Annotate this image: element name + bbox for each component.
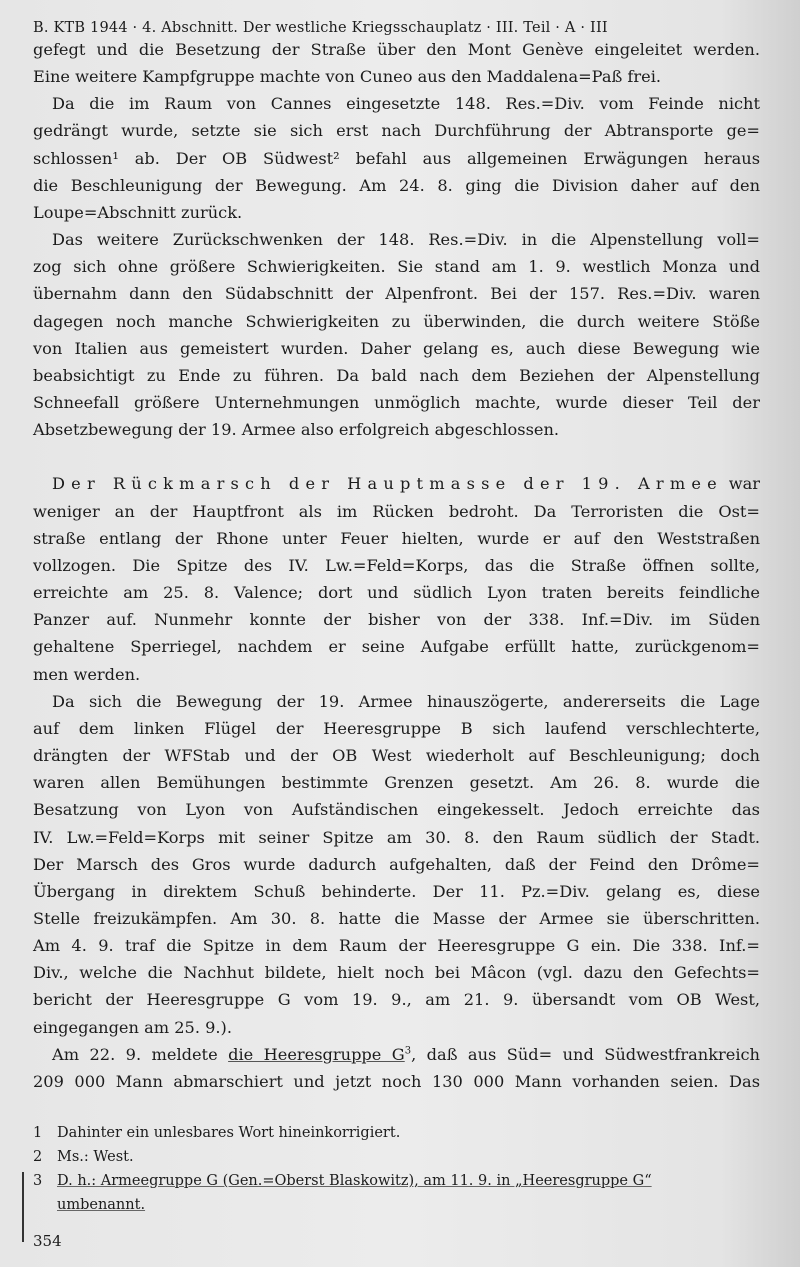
text-line: men werden. [33, 664, 141, 684]
text-line: Übergang in direktem Schuß behinderte. Der 11. Pz.=Div. gelang es, diese [33, 881, 760, 901]
text-line: Da sich die Bewegung der 19. Armee hinauszögerte, andererseits die Lage [52, 691, 760, 711]
page-number: 354 [33, 1232, 62, 1250]
text-line [33, 470, 760, 497]
text-line: bericht der Heeresgruppe G vom 19. 9., am 21. 9. übersandt vom OB West, [33, 990, 760, 1010]
paragraph-3 [33, 226, 760, 443]
text-line: schlossen¹ ab. Der OB Südwest² befahl aus allgemeinen Erwägungen heraus [33, 148, 760, 168]
body-text [33, 36, 760, 1095]
text-line: Eine weitere Kampfgruppe machte von Cuneo aus den Maddalena=Paß frei. [33, 67, 662, 87]
text-line: die Beschleunigung der Bewegung. Am 24. 8. ging die Division daher auf den [33, 175, 760, 195]
text-line: vollzogen. Die Spitze des IV. Lw.=Feld=Korps, das die Straße öffnen sollte, [33, 555, 760, 575]
text-line: Panzer auf. Nunmehr konnte der bisher von der 338. Inf.=Div. im Süden [33, 610, 760, 630]
text-line: drängten der WFStab und der OB West wiederholt auf Beschleunigung; doch [33, 746, 760, 766]
paragraph-2 [33, 90, 760, 226]
footnote-3 [33, 1169, 652, 1217]
text-fragment: war [728, 474, 760, 494]
spaced-heading-text: Der Rückmarsch der Hauptmasse der 19. Armee [52, 474, 723, 494]
text-line: Da die im Raum von Cannes eingesetzte 148. Res.=Div. vom Feinde nicht [52, 94, 760, 114]
margin-mark [22, 1172, 24, 1242]
text-line: übernahm dann den Südabschnitt der Alpenfront. Bei der 157. Res.=Div. waren [33, 284, 760, 304]
footnote-text: D. h.: Armeegruppe G (Gen.=Oberst Blaskowitz), am 11. 9. in „Heeresgruppe G“ [57, 1173, 652, 1189]
text-line: auf dem linken Flügel der Heeresgruppe B sich laufend verschlechterte, [33, 718, 760, 738]
text-line: Am 4. 9. traf die Spitze in dem Raum der Heeresgruppe G ein. Die 338. Inf.= [33, 936, 760, 956]
text-line: weniger an der Hauptfront als im Rücken bedroht. Da Terroristen die Ost= [33, 501, 760, 521]
footnote-1 [33, 1121, 400, 1145]
footnote-number: 2 [33, 1149, 43, 1165]
text-line: IV. Lw.=Feld=Korps mit seiner Spitze am 30. 8. den Raum südlich der Stadt. [33, 827, 760, 847]
text-line: Absetzbewegung der 19. Armee also erfolgreich abgeschlossen. [33, 420, 560, 440]
text-line: waren allen Bemühungen bestimmte Grenzen gesetzt. Am 26. 8. wurde die [33, 773, 760, 793]
footnote-ref: 3 [404, 1045, 412, 1057]
paragraph-6 [33, 1041, 760, 1095]
text-line: straße entlang der Rhone unter Feuer hielten, wurde er auf den Weststraßen [33, 528, 760, 548]
running-header: B. KTB 1944 · 4. Abschnitt. Der westliche Kriegsschauplatz · III. Teil · A · III [33, 20, 608, 36]
text-line: Besatzung von Lyon von Aufständischen eingekesselt. Jedoch erreichte das [33, 800, 760, 820]
text-line: Schneefall größere Unternehmungen unmöglich machte, wurde dieser Teil der [33, 393, 760, 413]
footnote-number: 1 [33, 1125, 43, 1141]
text-line: gefegt und die Besetzung der Straße über den Mont Genève eingeleitet werden. [33, 40, 760, 59]
footnote-number: 3 [33, 1173, 43, 1189]
footnote-2 [33, 1145, 134, 1169]
paragraph-1 [33, 36, 760, 90]
footnote-text: umbenannt. [57, 1197, 146, 1213]
text-fragment: Am 22. 9. meldete [52, 1044, 218, 1064]
text-line: Das weitere Zurückschwenken der 148. Res.=Div. in die Alpenstellung voll= [52, 230, 760, 250]
text-line: Der Marsch des Gros wurde dadurch aufgehalten, daß der Feind den Drôme= [33, 854, 760, 874]
text-line: gehaltene Sperriegel, nachdem er seine Aufgabe erfüllt hatte, zurückgenom= [33, 637, 760, 657]
text-line: von Italien aus gemeistert wurden. Daher gelang es, auch diese Bewegung wie [33, 338, 760, 358]
text-line: beabsichtigt zu Ende zu führen. Da bald nach dem Beziehen der Alpenstellung [33, 365, 760, 385]
text-line: eingegangen am 25. 9.). [33, 1017, 233, 1037]
text-line: 209 000 Mann abmarschiert und jetzt noch 130 000 Mann vorhanden seien. Das [33, 1071, 760, 1091]
text-line: Div., welche die Nachhut bildete, hielt noch bei Mâcon (vgl. dazu den Gefechts= [33, 963, 760, 983]
text-line: Stelle freizukämpfen. Am 30. 8. hatte die Masse der Armee sie überschritten. [33, 908, 760, 928]
footnote-text: Ms.: West. [57, 1149, 134, 1165]
paragraph-4 [33, 470, 760, 687]
text-line: Loupe=Abschnitt zurück. [33, 202, 243, 222]
text-line: dagegen noch manche Schwierigkeiten zu überwinden, die durch weitere Stöße [33, 311, 760, 331]
text-line: erreichte am 25. 8. Valence; dort und südlich Lyon traten bereits feindliche [33, 583, 760, 603]
footnote-text: Dahinter ein unlesbares Wort hineinkorrigiert. [57, 1125, 401, 1141]
text-fragment: , daß aus Süd= und Südwestfrankreich [411, 1044, 760, 1064]
text-line: zog sich ohne größere Schwierigkeiten. Sie stand am 1. 9. westlich Monza und [33, 257, 760, 277]
text-line: gedrängt wurde, setzte sie sich erst nach Durchführung der Abtransporte ge= [33, 121, 760, 141]
paragraph-5 [33, 688, 760, 1041]
text-line [33, 1041, 760, 1068]
underlined-text: die Heeresgruppe G [228, 1044, 405, 1064]
